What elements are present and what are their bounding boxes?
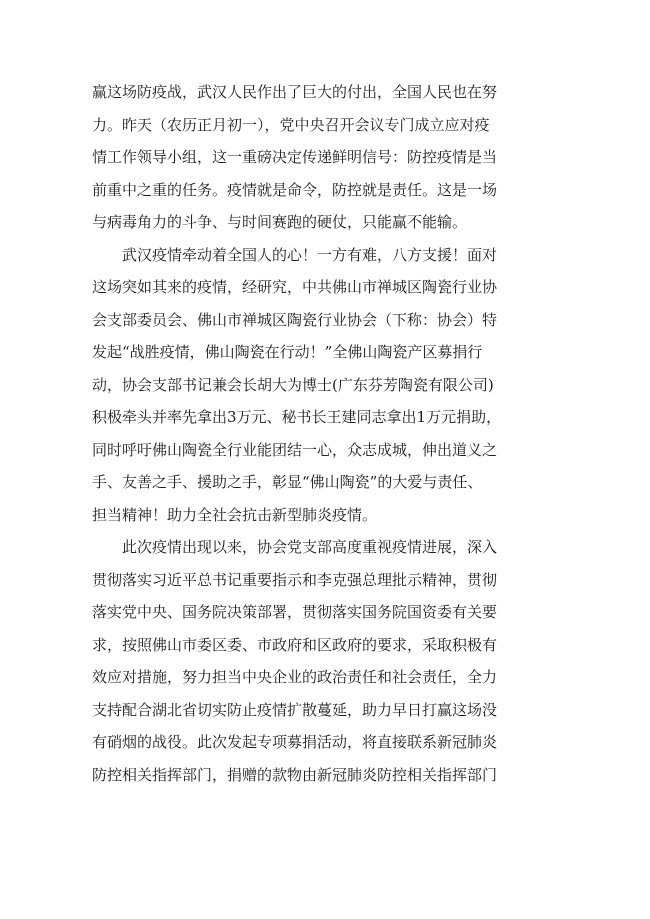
text-line: 贯彻落实习近平总书记重要指示和李克强总理批示精神，贯彻 xyxy=(92,570,498,589)
paragraph-1 xyxy=(92,76,550,239)
text-line: 这场突如其来的疫情，经研究，中共佛山市禅城区陶瓷行业协 xyxy=(92,278,498,296)
text-line: 积极牵头并率先拿出3万元、秘书长王建同志拿出1万元捐助， xyxy=(92,408,502,426)
text-line: 担当精神！助力全社会抗击新型肺炎疫情。 xyxy=(92,505,378,524)
text-line: 落实党中央、国务院决策部署，贯彻落实国务院国资委有关要 xyxy=(92,603,498,621)
paragraph-2 xyxy=(92,239,550,532)
text-line: 此次疫情出现以来，协会党支部高度重视疫情进展，深入 xyxy=(92,538,498,556)
document-body xyxy=(92,76,550,791)
text-line: 武汉疫情牵动着全国人的心！一方有难，八方支援！面对 xyxy=(92,245,498,264)
text-line: 力。昨天（农历正月初一），党中央召开会议专门成立应对疫 xyxy=(92,115,490,134)
text-line: 前重中之重的任务。疫情就是命令，防控就是责任。这是一场 xyxy=(92,180,498,199)
text-line: 会支部委员会、佛山市禅城区陶瓷行业协会（下称：协会）特 xyxy=(92,310,498,329)
paragraph-3 xyxy=(92,531,550,791)
text-line: 同时呼吁佛山陶瓷全行业能团结一心，众志成城，伸出道义之 xyxy=(92,440,498,459)
text-line: 效应对措施，努力担当中央企业的政治责任和社会责任，全力 xyxy=(92,668,498,686)
text-line: 与病毒角力的斗争、与时间赛跑的硬仗，只能赢不能输。 xyxy=(92,213,468,231)
text-line: 手、友善之手、援助之手，彰显“佛山陶瓷”的大爱与责任、 xyxy=(92,473,483,491)
text-line: 动，协会支部书记兼会长胡大为博士(广东芬芳陶瓷有限公司) xyxy=(92,375,494,394)
text-line: 赢这场防疫战，武汉人民作出了巨大的付出，全国人民也在努 xyxy=(92,83,498,101)
text-line: 支持配合湖北省切实防止疫情扩散蔓延，助力早日打赢这场没 xyxy=(92,700,498,719)
text-line: 情工作领导小组，这一重磅决定传递鲜明信号：防控疫情是当 xyxy=(92,148,498,166)
text-line: 发起“战胜疫情，佛山陶瓷在行动！”全佛山陶瓷产区募捐行 xyxy=(92,343,483,361)
text-line: 防控相关指挥部门，捐赠的款物由新冠肺炎防控相关指挥部门 xyxy=(92,765,498,784)
text-line: 有硝烟的战役。此次发起专项募捐活动，将直接联系新冠肺炎 xyxy=(92,733,498,751)
text-line: 求，按照佛山市委区委、市政府和区政府的要求，采取积极有 xyxy=(92,635,498,654)
